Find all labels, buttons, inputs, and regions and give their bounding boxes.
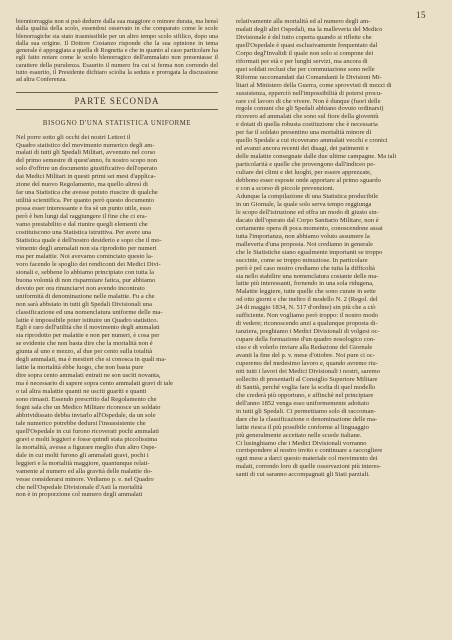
text-line: ma è necessario di sapere sopra cento ammalati gravi di tale [16, 380, 174, 388]
text-line: la mortalità, avesse a figurare meglio d'un altro Ospe- [16, 443, 157, 451]
text-line: Statistica quale è dell'nostro desiderio e sopo che il mo- [16, 236, 162, 244]
text-line: classificazione ed una nomenclatura uniforme delle ma- [16, 308, 163, 316]
text-line: lattie è impossibile poter istituire un Quadro statistico. [16, 316, 159, 324]
text-line: dovuto per ora rinunciarvi non avendo incontrato [16, 284, 145, 292]
text-line: tutta l'importanza, non abbiamo voluto assumere la [236, 232, 370, 240]
text-line: però è ben lungi dal raggiungere il fine che ci era- [16, 213, 147, 221]
text-line: malati degli altri Ospedali, ma la malleveria del Medico [236, 25, 383, 33]
right-body [236, 18, 438, 479]
text-line: lattie la mortalità ebbe luogo, che non basta pure [16, 364, 144, 372]
text-line: ricovero ad ammalati che sono sul fiore della gioventù [236, 113, 379, 121]
text-line: giunta al uno e mezzo, al due per cento sulla totalità [16, 348, 153, 356]
section-rule-bottom [16, 109, 218, 110]
text-line: se evidente che non basta dire che la mortalità non è [16, 340, 153, 348]
text-line: che le Statistiche siano egualmente importanti se troppo [236, 248, 383, 256]
text-line: che crederà più opportuno, e affinchè nel principiare [236, 391, 374, 399]
text-line: abbrividissato debba inviarlo all'Ospedale, da un sole [16, 411, 156, 419]
text-line: riformati per età e per lunghi servizi, ma ancora di [236, 57, 368, 65]
text-line: malleveria d'una proposta. Noi crediamo in generale [236, 240, 373, 248]
text-line: Egli è raro dell'utilità che il movimento degli ammalati [16, 324, 160, 332]
text-line: quell'Ospedale in cui furono ricoverati pochi ammalati [16, 427, 159, 435]
section-title: PARTE SECONDA [74, 95, 160, 106]
text-line: più generalmente accettato nelle scuole italiane. [236, 431, 362, 439]
text-line: niti tutti i lavori dei Medici Divisionali i nostri, saremo [236, 367, 381, 375]
text-line: sussistenza, epperciò nell'impossibilità di potersi procu- [236, 89, 383, 97]
text-line: buona volontà di non risparmiare fatica, pur abbiamo [16, 276, 156, 284]
text-line: quei soldati reclusi che per commutazione sono nelle [236, 65, 375, 73]
text-line: Riforme raccomandati dai Comandanti le Divisioni Mi- [236, 73, 382, 81]
text-line: ciso e di volerlo inviare alla Redazione del Giornale [236, 344, 373, 352]
text-line: e con a scorso di piccole prevenzioni. [236, 185, 335, 193]
text-line: sono rimasti. Essendo prescritto dal Regolamento che [16, 396, 157, 404]
text-line: vimento degli ammalati non sia riprodotto per numeri [16, 244, 157, 252]
text-line: succinte, come se troppo minuziose. In particolare [236, 256, 368, 264]
text-line: debbono esser esposte onde apportare al primo sguardo [236, 177, 381, 185]
text-line: corrispondere al nostro invito e continuare a raccogliere [236, 447, 383, 455]
left-body [16, 134, 218, 500]
text-line: litari al Ministero della Guerra, come sprovvisti di mezzi di [236, 81, 392, 89]
text-line: regole comuni che gli Spedali abbiano dovuto ordinarsi) [236, 105, 384, 113]
text-line: Ci lusinghiamo che i Medici Divisionali vorranno [236, 439, 367, 447]
text-line: dire sopra cento ammalati entrati ne son usciti novanta, [16, 372, 161, 380]
text-line: utilità scientifica. Per quanto però questo documento [16, 197, 154, 205]
text-line: delle malattie consegnate dalle due ultime campagne. Ma tali [236, 153, 397, 161]
text-line: Adunque la compilazione di una Statistica producibile [236, 192, 379, 200]
text-line: dell'anno 1852 venga esso uniformemente adottato [236, 399, 369, 407]
text-line: le scopo dell'istruzione ed offra un modo di giusto sin- [236, 208, 379, 216]
text-line: di Sanità, perché voglia fare la scelta di quel modello [236, 383, 376, 391]
text-line: per far il soldato presentino una mortalità minore di [236, 129, 372, 137]
text-line: rare col lavoro di che vivere. Non è dunque (fuori delle [236, 97, 381, 105]
text-line: in un Giornale, la quale solo serva tempo reggiunga [236, 200, 372, 208]
text-line: o tal altra malattie quanti ne usciti guariti e quanti [16, 388, 147, 396]
text-line: vamente al numero ed alla gravità delle malattie do- [16, 467, 153, 475]
left-column [16, 18, 218, 499]
text-line: dai Medici Militari in questi primi sei mesi d'applica- [16, 173, 156, 181]
text-line: malati, correndo loro di quelle osservazioni più interes- [236, 463, 382, 471]
text-line: che nell'Ospedale Divisionale d'Asti la mortalità [16, 483, 143, 491]
text-line: ed avanzi ancora recenti dei disagi, dei patimenti e [236, 145, 369, 153]
text-line: sollecito di presentarli al Consiglio Superiore Militare [236, 375, 378, 383]
text-line: però è pel caso nostro crediamo che tutta la difficoltà [236, 264, 375, 272]
text-line: vamo prestabilito e dal riunire quegli elementi che [16, 221, 148, 229]
text-line: solo d'offrire un documento giustificativo dell'operato [16, 165, 157, 173]
text-line: od otto giorni e che ineltro il modello N. 2 (Regol. del [236, 296, 378, 304]
right-column [236, 18, 438, 479]
text-line: avanti la fine del p. v. mese d'ottobre. Noi pure ci oc- [236, 352, 375, 360]
section-subtitle: BISOGNO D'UNA STATISTICA UNIFORME [42, 119, 192, 127]
text-line: Malattie leggiere, tutte quelle che sono curate in sette [236, 288, 376, 296]
text-line: ma per malattie. Noi avevamo cominciato questo la- [16, 252, 154, 260]
text-line: sia riprodotto per malattie e non per numeri, è cosa per [16, 332, 160, 340]
text-line: e dotati di quella robusta costituzione che è necessaria [236, 121, 378, 129]
text-line: possa esser interessante e fra sè un punto utile, esso [16, 205, 151, 213]
text-line: Divisionale è del tutto coperta quando si riflette che [236, 33, 372, 41]
page-number: 15 [416, 10, 426, 20]
text-line: dale in cui molti furono gli ammalati gravi, pochi i [16, 451, 149, 459]
text-line: non sarà abbstato in tutti gli Spedali Divisionali una [16, 300, 153, 308]
text-line: di vedere; riconoscendo anzi a qualunque proposta di- [236, 320, 378, 328]
text-line: ogni mese a darci questo materiale col movimento dei [236, 455, 378, 463]
section-rule-top [16, 92, 218, 93]
top-paragraph: bienniorraggia non si può dedurre dalla sua maggiore o minore durata, ma bensì dalla qualità della scolo, essendosi osservato in che comparato come le scole blenorragiche sia stato trasmissibile per un altro tempo scolo sifilico, dopo una dalla sua origine. Il Dottore Costanzo risponde che la sua opinione in tema generale è appoggiata a quella di Rognetta e che in quanto al caso particolare ha egli fatto notare come le scolo blenorragico dell'ammalato non presentasse il carattere della purulenza. Esaurito il numero fra cui si ferma non correndo del tutto esaurito, il Presidente dichiaro sciolta la seduta e prorogata la discussione ad altra Conferenza. [16, 18, 218, 84]
text-line: vesse considerarsi minore. Vediamo p. e. nel Quadro [16, 475, 154, 483]
text-line: santi di cui saranno accompagnati gli Stati parziali. [236, 471, 370, 479]
text-line: far una Statistica che avesse potuto riuscire di qualche [16, 189, 158, 197]
text-line: relativamente alla mortalità ed al numero degli am- [236, 18, 371, 25]
text-line: culiare dei climi e dei luoghi, per essere apprezzate, [236, 169, 372, 177]
text-line: sionali e, sebbene lo abbiamo principiato con tutta la [16, 268, 154, 276]
text-line: sufficiente. Non vogliamo però troppo: il nostro modo [236, 312, 379, 320]
text-line: in tutti gli Spedali. Ci permettiamo solo di raccoman- [236, 407, 376, 415]
text-line: cupare della formazione d'un quadro nosologico con- [236, 336, 376, 344]
text-line: tale numerico potrebbe dedursi l'insussistente che [16, 419, 146, 427]
text-line: leggieri e la mortalità maggiore, quantunque relati- [16, 459, 150, 467]
text-line: dare che la classificazione o denominazione delle ma- [236, 415, 378, 423]
text-line: quello Spedale a cui ricoverano ammalati vecchi e cronici [236, 137, 388, 145]
text-line: lattie più interessanti, fornendo in una sola ridugena, [236, 280, 374, 288]
text-line: gravi e molti leggieri e fosse quindi stata piccolissima [16, 435, 158, 443]
text-line: cuperemo del medesimo lavoro e, quando avremo riu- [236, 359, 378, 367]
text-line: costituiscono una Statistica istruttiva. Per avere una [16, 229, 152, 237]
text-line: malati di tutti gli Spedali Militari, avvenuto nel corso [16, 149, 156, 157]
text-line: sia nello stabilire una nomenclatura costante delle ma- [236, 272, 379, 280]
text-line: voro facendo le spoglio dei rendiconti dei Medici Divi- [16, 260, 161, 268]
text-line: lattie riesca il più possibile conforme al linguaggio [236, 423, 369, 431]
text-line: particolarità e quelle che provengono dall'indiceo pe- [236, 161, 376, 169]
text-line: Quadro statistico del movimento numerico degli am- [16, 141, 155, 149]
text-line: uniformità di denominazione nelle malattie. Fu a che [16, 292, 155, 300]
text-line: Corpo degl'Invalidi il quale non solo si compone dei [236, 49, 374, 57]
text-line: 24 di maggio 1834, N. 517 d'ordine) sin più che a ciò [236, 304, 376, 312]
text-line: quell'Ospedale è quasi esclusivamente frequentato dal [236, 41, 378, 49]
text-line: Nel porre sotto gli occhi dei nostri Lettori il [16, 133, 131, 141]
text-line: fogni sala che un Medico Militare riconosce un soldato [16, 403, 161, 411]
text-line: zione del nuovo Regolamento, ma quello altresì di [16, 181, 148, 189]
text-line: del primo semestre di quest'anno, fu nostro scopo non [16, 157, 158, 165]
text-line: dacato dell'operato dal Corpo Sanitario Militare, non è [236, 216, 379, 224]
text-line: certamente opera di poca momento, conoscendone assai [236, 224, 383, 232]
text-line: tanziera, preghiamo i Medici Divisionali di volgesi oc- [236, 328, 380, 336]
text-line: degli ammalati, ma è mestieri che si conosca in quali ma- [16, 356, 167, 364]
text-line: non è in proporzione col numero degli ammalati [16, 491, 143, 499]
